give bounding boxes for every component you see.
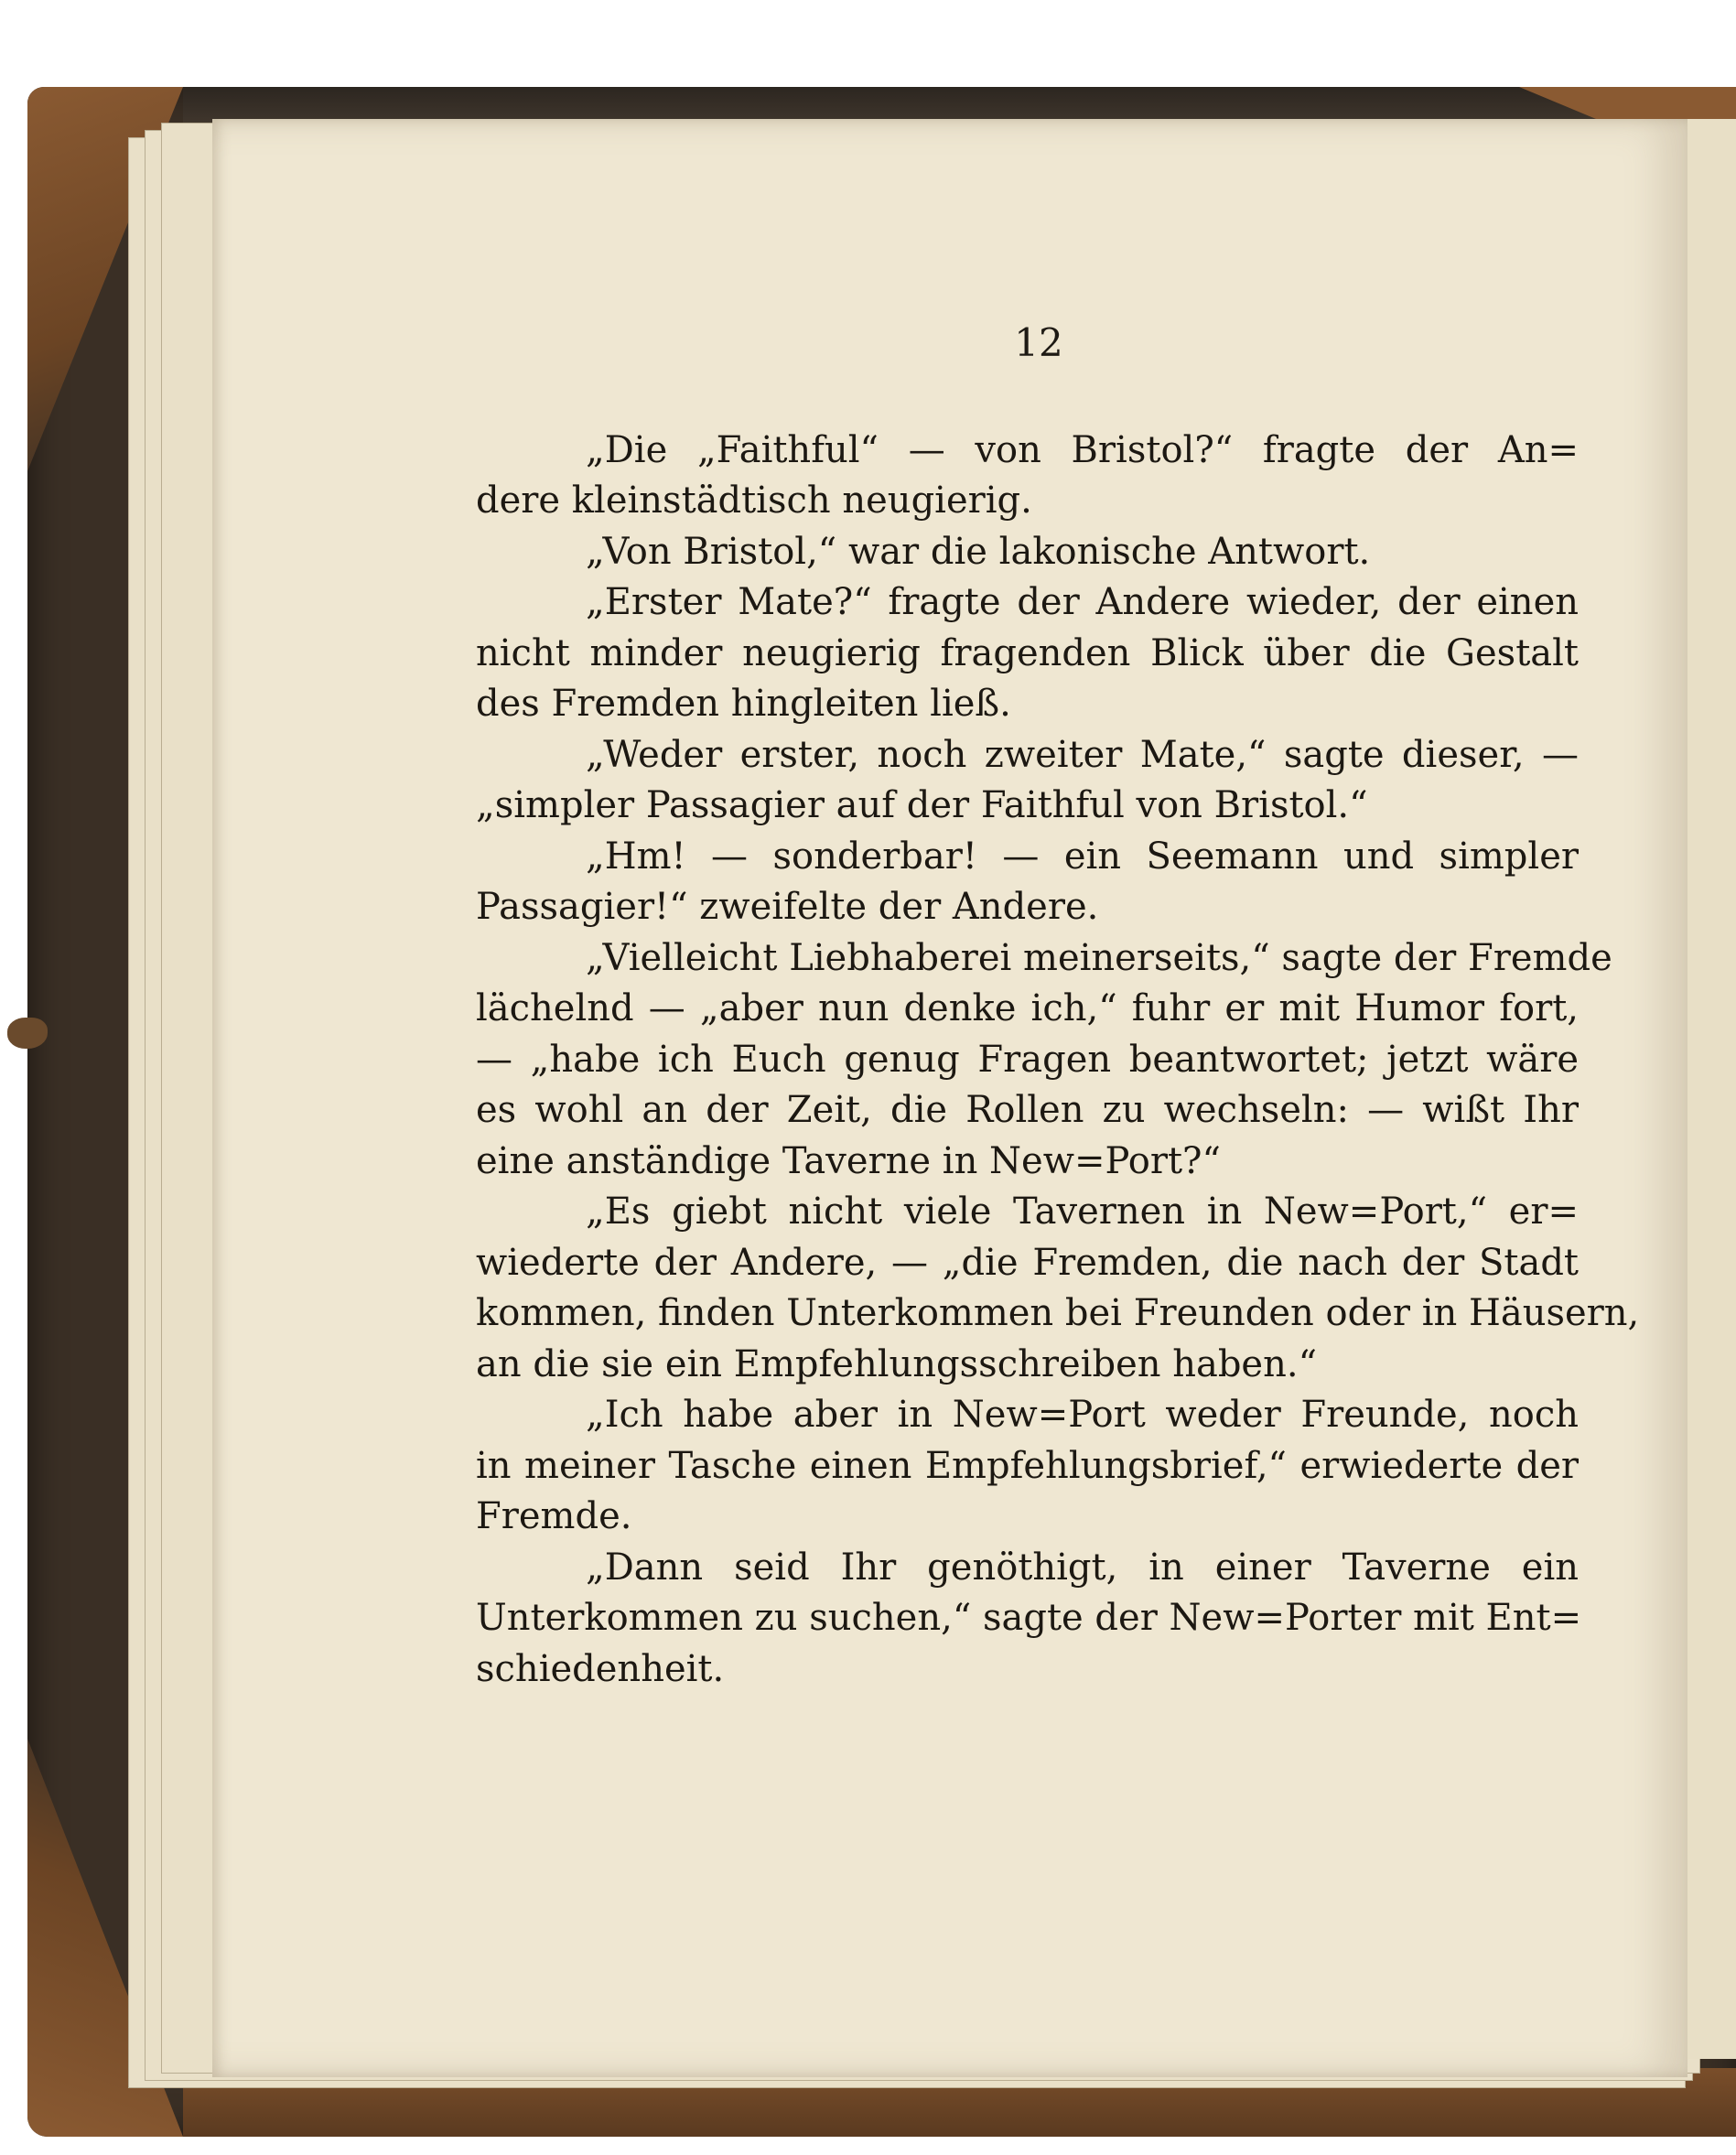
text-line: „Die „Faithful“ — von Bristol?“ fragte der An= [586, 429, 1579, 471]
text-line: an die sie ein Empfehlungsschreiben haben.“ [476, 1343, 1318, 1385]
text-line: „Es giebt nicht viele Tavernen in New=Port,“ er= [586, 1191, 1579, 1233]
text-line: — „habe ich Euch genug Fragen beantwortet; jetzt wäre [476, 1039, 1579, 1081]
text-line: es wohl an der Zeit, die Rollen zu wechseln: — wißt Ihr [476, 1089, 1579, 1131]
text-line: eine anständige Taverne in New=Port?“ [476, 1140, 1221, 1182]
text-line: „Ich habe aber in New=Port weder Freunde, noch [586, 1394, 1579, 1436]
text-line: wiederte der Andere, — „die Fremden, die nach der Stadt [476, 1242, 1579, 1284]
facing-page [1684, 119, 1736, 2059]
text-line: „Vielleicht Liebhaberei meinerseits,“ sagte der Fremde [586, 937, 1612, 979]
text-line: „Weder erster, noch zweiter Mate,“ sagte dieser, — [586, 734, 1579, 776]
text-line: nicht minder neugierig fragenden Blick über die Gestalt [476, 632, 1579, 674]
page-text [476, 428, 1640, 1764]
text-line: Fremde. [476, 1495, 632, 1537]
text-line: Unterkommen zu suchen,“ sagte der New=Porter mit Ent= [476, 1597, 1582, 1639]
text-line: Passagier!“ zweifelte der Andere. [476, 886, 1099, 928]
text-line: „simpler Passagier auf der Faithful von Bristol.“ [476, 784, 1368, 826]
text-line: „Von Bristol,“ war die lakonische Antwort. [586, 531, 1371, 573]
text-line: „Dann seid Ihr genöthigt, in einer Taverne ein [586, 1546, 1579, 1589]
text-line: kommen, finden Unterkommen bei Freunden oder in Häusern, [476, 1292, 1640, 1334]
text-line: „Hm! — sonderbar! — ein Seemann und simpler [586, 835, 1579, 878]
binding-tack [7, 1018, 48, 1049]
text-line: lächelnd — „aber nun denke ich,“ fuhr er mit Humor fort, [476, 987, 1579, 1029]
text-line: schiedenheit. [476, 1648, 725, 1690]
page-number: 12 [1014, 320, 1063, 365]
text-line: in meiner Tasche einen Empfehlungsbrief,“ erwiederte der [476, 1445, 1579, 1487]
text-line: „Erster Mate?“ fragte der Andere wieder, der einen [586, 581, 1579, 623]
text-line: dere kleinstädtisch neugierig. [476, 479, 1032, 522]
text-line: des Fremden hingleiten ließ. [476, 683, 1011, 725]
